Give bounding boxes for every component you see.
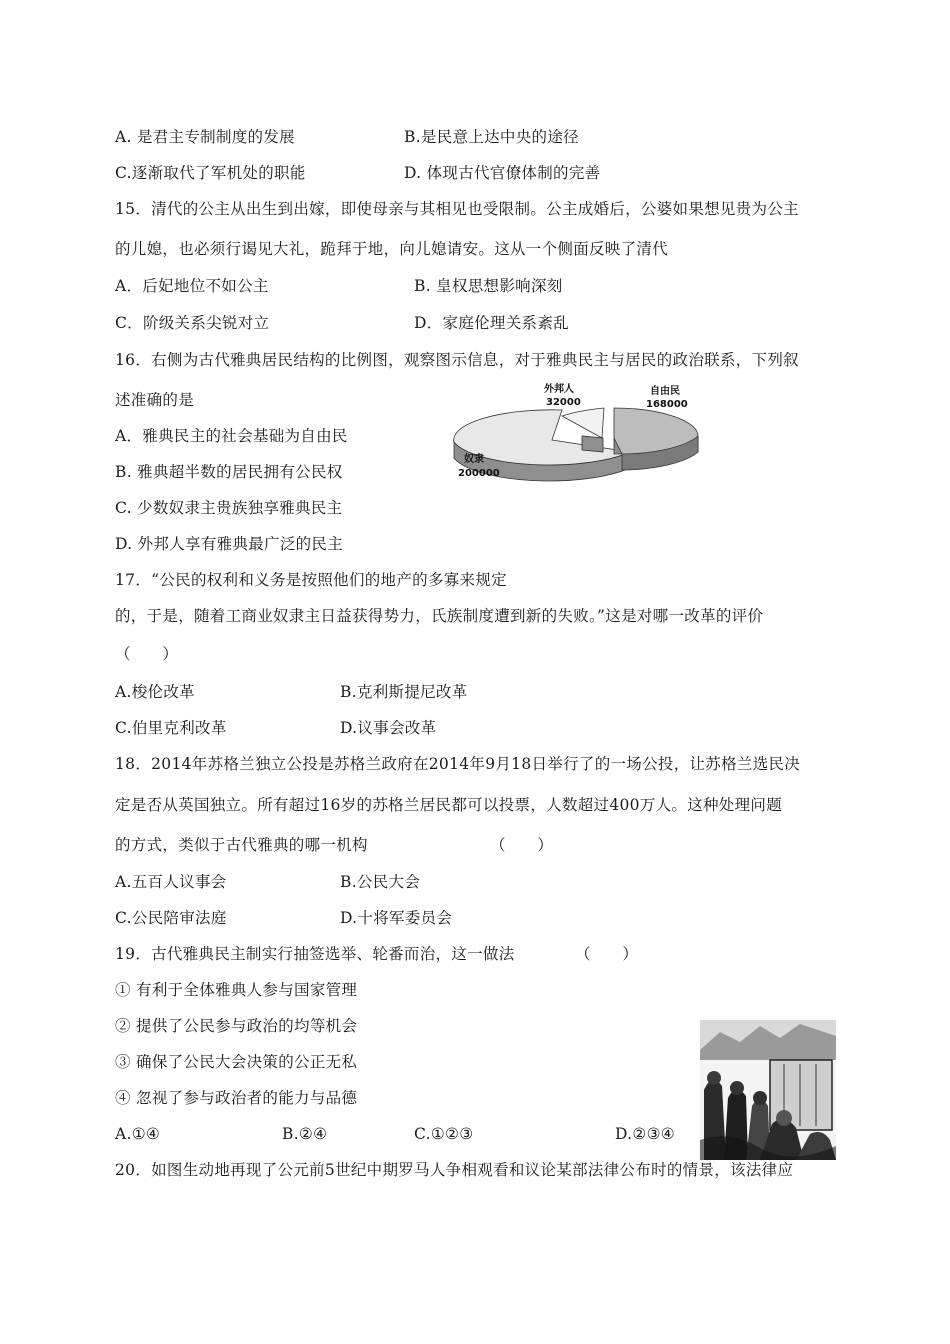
question-18-stem-line1: 18．2014年苏格兰独立公投是苏格兰政府在2014年9月18日举行了的一场公投，让苏格兰选民决 [115,755,801,773]
option-a: A. 是君主专制制度的发展 [115,128,295,146]
answer-parenthesis: （ ） [575,945,639,963]
question-18-stem-line2: 定是否从英国独立。所有超过16岁的苏格兰居民都可以投票，人数超过400万人。这种处理问题 [115,796,783,814]
question-20-stem-line1: 20．如图生动地再现了公元前5世纪中期罗马人争相观看和议论某部法律公布时的情景，该法律应 [115,1161,794,1179]
question-18-stem-line3: 的方式，类似于古代雅典的哪一机构 [115,836,368,854]
option-a: A.五百人议事会 [115,873,227,891]
slice-value-free: 168000 [646,399,688,410]
question-15-stem-line1: 15．清代的公主从出生到出嫁，即使母亲与其相见也受限制。公主成婚后，公婆如果想见贵为公主 [115,200,799,218]
option-b: B.是民意上达中央的途径 [404,128,579,146]
answer-parenthesis: （ ） [115,645,179,663]
option-c: C.公民陪审法庭 [115,909,227,927]
statement-3: ③ 确保了公民大会决策的公正无私 [115,1053,358,1071]
slice-value-foreigner: 32000 [546,397,581,408]
slice-label-slave: 奴隶 [464,454,484,465]
option-d: D.②③④ [615,1125,675,1143]
option-b: B. 雅典超半数的居民拥有公民权 [115,463,343,481]
option-d: D．家庭伦理关系紊乱 [414,314,569,332]
population-pie-chart [452,380,702,490]
statement-2: ② 提供了公民参与政治的均等机会 [115,1017,358,1035]
option-a: A.梭伦改革 [115,683,195,701]
statement-4: ④ 忽视了参与政治者的能力与品德 [115,1089,358,1107]
question-17-stem-line2: 的，于是，随着工商业奴隶主日益获得势力，氏族制度遭到新的失败。”这是对哪一改革的评价 [115,607,764,625]
option-c: C.伯里克利改革 [115,719,227,737]
option-d: D. 外邦人享有雅典最广泛的民主 [115,535,344,553]
option-c: C.①②③ [414,1125,474,1143]
option-d: D. 体现古代官僚体制的完善 [404,164,601,182]
question-16-stem-line1: 16．右侧为古代雅典居民结构的比例图，观察图示信息，对于雅典民主与居民的政治联系，下列叙 [115,351,799,369]
slice-value-slave: 200000 [458,468,500,479]
option-b: B.公民大会 [340,873,421,891]
pie-slice-side-foreigner [582,436,603,452]
option-d: D.十将军委员会 [340,909,453,927]
option-c: C. 少数奴隶主贵族独享雅典民主 [115,499,343,517]
answer-parenthesis: （ ） [490,836,554,854]
option-c: C.逐渐取代了军机处的职能 [115,164,306,182]
roman-law-engraving-image [700,1020,836,1160]
question-15-stem-line2: 的儿媳，也必须行谒见大礼，跪拜于地，向儿媳请安。这从一个侧面反映了清代 [115,240,669,258]
slice-label-free: 自由民 [650,386,680,397]
option-a: A.①④ [115,1125,161,1143]
slice-label-foreigner: 外邦人 [544,384,574,395]
option-b: B.克利斯提尼改革 [340,683,468,701]
option-a: A．雅典民主的社会基础为自由民 [115,427,348,445]
question-17-stem-line1: 17．“公民的权利和义务是按照他们的地产的多寡来规定 [115,571,507,589]
option-d: D.议事会改革 [340,719,437,737]
option-b: B. 皇权思想影响深刻 [414,277,563,295]
option-a: A．后妃地位不如公主 [115,277,269,295]
statement-1: ① 有利于全体雅典人参与国家管理 [115,981,358,999]
question-19-stem: 19．古代雅典民主制实行抽签选举、轮番而治，这一做法 [115,945,515,963]
option-c: C．阶级关系尖锐对立 [115,314,270,332]
pie-slice-foreigner [562,408,604,438]
question-16-stem-line2: 述准确的是 [115,391,195,409]
option-b: B.②④ [282,1125,328,1143]
